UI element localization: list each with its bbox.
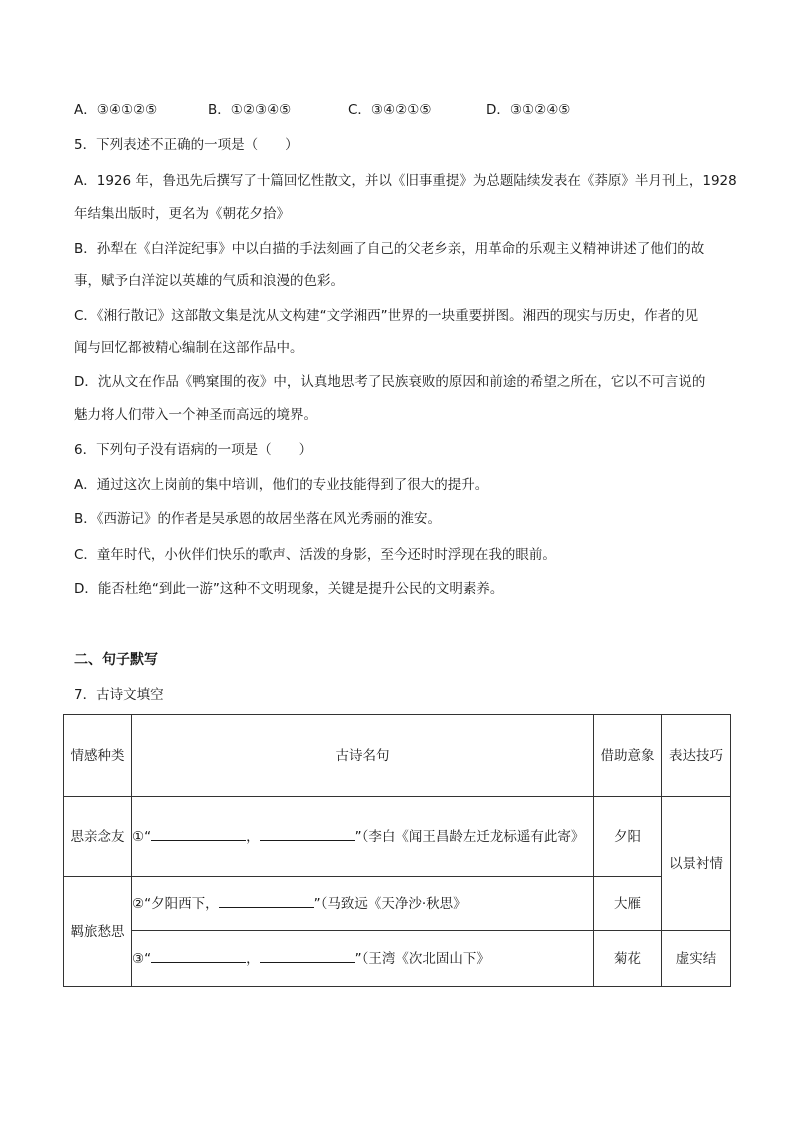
poem-source: （王湾《次北固山下》 xyxy=(361,950,490,967)
technique-cell: 虚实结 xyxy=(662,931,731,987)
answer-blank[interactable] xyxy=(151,826,246,841)
poem-line-cell xyxy=(132,877,594,931)
table-row xyxy=(64,877,731,931)
section-title: 二、句子默写 xyxy=(74,652,158,668)
q5-option-a-line1: A．1926 年，鲁迅先后撰写了十篇回忆性散文，并以《旧事重提》为总题陆续发表在《莽原》半月刊上，1928 xyxy=(74,173,737,189)
technique-cell: 以景衬情 xyxy=(662,797,731,931)
comma: ， xyxy=(246,950,260,967)
q4-option-d: D．③①②④⑤ xyxy=(486,102,571,118)
header-lines: 古诗名句 xyxy=(132,715,594,797)
close-quote: ” xyxy=(313,895,321,912)
q4-option-a: A．③④①②⑤ xyxy=(74,102,158,118)
poem-source: （李白《闻王昌龄左迁龙标遥有此寄》 xyxy=(361,828,585,845)
q6-option-b: B．《西游记》的作者是吴承恩的故居坐落在风光秀丽的淮安。 xyxy=(74,511,442,527)
poem-fill-table xyxy=(63,714,731,987)
table-header-row xyxy=(64,715,731,797)
q6-option-c: C．童年时代，小伙伴们快乐的歌声、活泼的身影，至今还时时浮现在我的眼前。 xyxy=(74,547,556,563)
table-row xyxy=(64,797,731,877)
q5-option-d-line2: 魅力将人们带入一个神圣而高远的境界。 xyxy=(74,407,317,423)
q5-option-b-line1: B．孙犁在《白洋淀纪事》中以白描的手法刻画了自己的父老乡亲，用革命的乐观主义精神讲述了他们的故 xyxy=(74,241,705,257)
answer-blank[interactable] xyxy=(260,948,355,963)
q5-option-d-line1: D．沈从文在作品《鸭窠围的夜》中，认真地思考了民族衰败的原因和前途的希望之所在，它以不可言说的 xyxy=(74,374,706,390)
q6-stem: 6．下列句子没有语病的一项是（ ） xyxy=(74,442,313,458)
header-image: 借助意象 xyxy=(594,715,662,797)
q5-option-b-line2: 事，赋予白洋淀以英雄的气质和浪漫的色彩。 xyxy=(74,273,344,289)
answer-blank[interactable] xyxy=(151,948,246,963)
close-quote: ” xyxy=(354,828,362,845)
q4-option-b: B．①②③④⑤ xyxy=(208,102,292,118)
image-cell: 菊花 xyxy=(594,931,662,987)
emotion-cell: 羁旅愁思 xyxy=(64,877,132,987)
image-cell: 夕阳 xyxy=(594,797,662,877)
q5-option-a-line2: 年结集出版时，更名为《朝花夕拾》 xyxy=(74,206,290,222)
q4-option-c: C．③④②①⑤ xyxy=(348,102,432,118)
table-row xyxy=(64,931,731,987)
poem-line-cell xyxy=(132,931,594,987)
q5-option-c-line2: 闻与回忆都被精心编制在这部作品中。 xyxy=(74,340,304,356)
line-prefix: ②“夕阳西下， xyxy=(132,895,219,912)
comma: ， xyxy=(246,828,260,845)
header-technique: 表达技巧 xyxy=(662,715,731,797)
image-cell: 大雁 xyxy=(594,877,662,931)
q5-option-c-line1: C．《湘行散记》这部散文集是沈从文构建“文学湘西”世界的一块重要拼图。湘西的现实与历史，作者的见 xyxy=(74,308,699,324)
line-number: ①“ xyxy=(132,828,152,845)
q6-option-d: D．能否杜绝“到此一游”这种不文明现象，关键是提升公民的文明素养。 xyxy=(74,581,504,597)
q4-options xyxy=(74,101,734,119)
answer-blank[interactable] xyxy=(219,893,314,908)
poem-line-cell xyxy=(132,797,594,877)
close-quote: ” xyxy=(354,950,362,967)
q7-stem: 7．古诗文填空 xyxy=(74,687,164,703)
q5-stem: 5．下列表述不正确的一项是（ ） xyxy=(74,137,299,153)
answer-blank[interactable] xyxy=(260,826,355,841)
q6-option-a: A．通过这次上岗前的集中培训，他们的专业技能得到了很大的提升。 xyxy=(74,477,489,493)
header-emotion: 情感种类 xyxy=(64,715,132,797)
emotion-cell: 思亲念友 xyxy=(64,797,132,877)
line-number: ③“ xyxy=(132,950,152,967)
poem-source: （马致远《天净沙·秋思》 xyxy=(320,895,467,912)
